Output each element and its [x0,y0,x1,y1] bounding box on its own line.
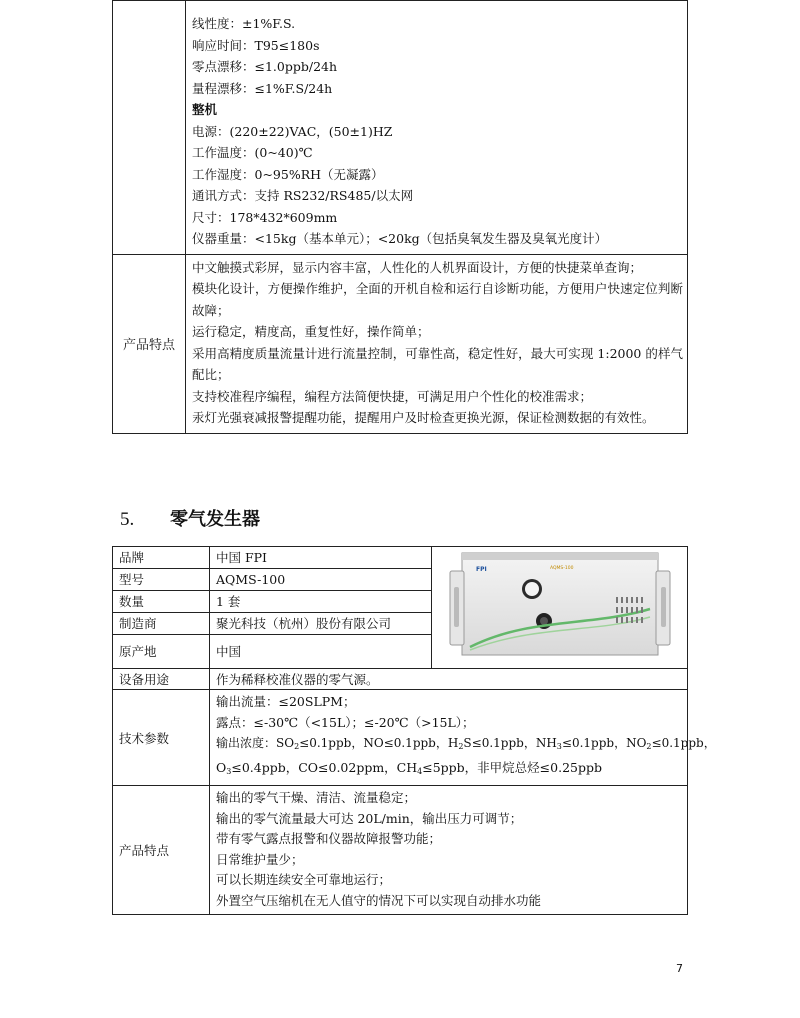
spec-line: 工作湿度：0~95%RH（无凝露） [192,166,384,182]
spec-line: 响应时间：T95≤180s [192,37,320,53]
usage-label: 设备用途 [113,669,210,690]
feature-item: 采用高精度质量流量计进行流量控制，可靠性高，稳定性好，最大可实现 1:2000 的样气配比； [192,345,683,382]
spec-table [112,0,688,434]
spec-line: 零点漂移：≤1.0ppb/24h [192,59,338,74]
spec-row [113,1,688,255]
whole-machine-heading: 整机 [192,102,218,117]
origin-value: 中国 [210,634,432,668]
zg-features-label: 产品特点 [113,786,210,915]
feature-item: 汞灯光强衰减报警提醒功能，提醒用户及时检查更换光源，保证检测数据的有效性。 [192,410,655,425]
svg-text:FPI: FPI [475,566,487,573]
qty-label: 数量 [113,590,210,612]
zg-feature-item: 输出的零气干燥、清洁、流量稳定； [216,790,417,805]
features-values [186,254,688,433]
spec-line: 尺寸：178*432*609mm [192,209,338,225]
zg-feature-item: 日常维护量少； [216,851,304,867]
section-title: 零气发生器 [170,509,260,530]
maker-label: 制造商 [113,612,210,634]
tech-line: 输出流量：≤20SLPM； [216,694,356,709]
qty-value: 1 套 [210,590,432,612]
spec-values [186,1,688,255]
section-number: 5. [120,509,135,530]
features-label: 产品特点 [113,254,186,433]
zg-feature-item: 可以长期连续安全可靠地运行； [216,872,392,887]
page-number: 7 [676,962,683,975]
spec-line: 线性度：±1%F.S. [192,16,296,31]
device-photo-cell [432,547,688,669]
feature-item: 中文触摸式彩屏，显示内容丰富，人性化的人机界面设计，方便的快捷菜单查询； [192,259,643,275]
tech-values [210,690,716,786]
brand-row [113,547,688,569]
feature-item: 支持校准程序编程，编程方法简便快捷，可满足用户个性化的校准需求； [192,388,593,404]
zg-feature-item: 外置空气压缩机在无人值守的情况下可以实现自动排水功能 [216,892,542,908]
tech-row [113,690,688,786]
spec-line: 工作温度：(0~40)℃ [192,145,313,160]
maker-value: 聚光科技（杭州）股份有限公司 [210,612,432,634]
tech-concentration-line-2: $O_3\le 0.4ppb$，CO≤0.02ppm，$CH_4\le 5ppb$，非甲烷总烃≤0.25ppb [216,759,602,776]
zg-features-row [113,786,688,915]
brand-value: 中国 FPI [210,547,432,569]
tech-label: 技术参数 [113,690,210,786]
spec-line: 量程漂移：≤1%F.S/24h [192,80,333,96]
tech-concentration-line: 输出浓度：$SO_2\le 0.1ppb$，NO≤0.1ppb，$H_2S\le 0.1ppb$，$NH_3\le 0.1ppb$，$NO_2\le 0.1ppb$， [216,736,716,751]
zero-gas-generator-image [440,547,680,665]
features-row [113,254,688,433]
spec-line: 电源：(220±22)VAC，(50±1)HZ [192,123,393,139]
usage-row [113,669,688,690]
feature-item: 模块化设计，方便操作维护，全面的开机自检和运行自诊断功能，方便用户快速定位判断故障； [192,281,683,318]
feature-item: 运行稳定，精度高，重复性好，操作简单； [192,324,430,339]
section-heading [120,505,260,531]
origin-label: 原产地 [113,634,210,668]
spec-line: 仪器重量：<15kg（基本单元）；<20kg（包括臭氧发生器及臭氧光度计） [192,231,608,246]
spec-line: 通讯方式：支持 RS232/RS485/以太网 [192,188,414,203]
brand-label: 品牌 [113,547,210,569]
zero-gas-table [112,546,716,915]
device-brand-text: AQMS-100 [549,566,573,571]
model-label: 型号 [113,568,210,590]
zg-feature-item: 输出的零气流量最大可达 20L/min，输出压力可调节； [216,810,523,826]
spec-label-empty [113,1,186,255]
model-value: AQMS-100 [210,568,432,590]
tech-line: 露点：≤-30℃（<15L）；≤-20℃（>15L）； [216,714,475,730]
zg-feature-item: 带有零气露点报警和仪器故障报警功能； [216,831,442,846]
usage-value: 作为稀释校准仪器的零气源。 [210,669,688,690]
zg-features-values [210,786,688,915]
